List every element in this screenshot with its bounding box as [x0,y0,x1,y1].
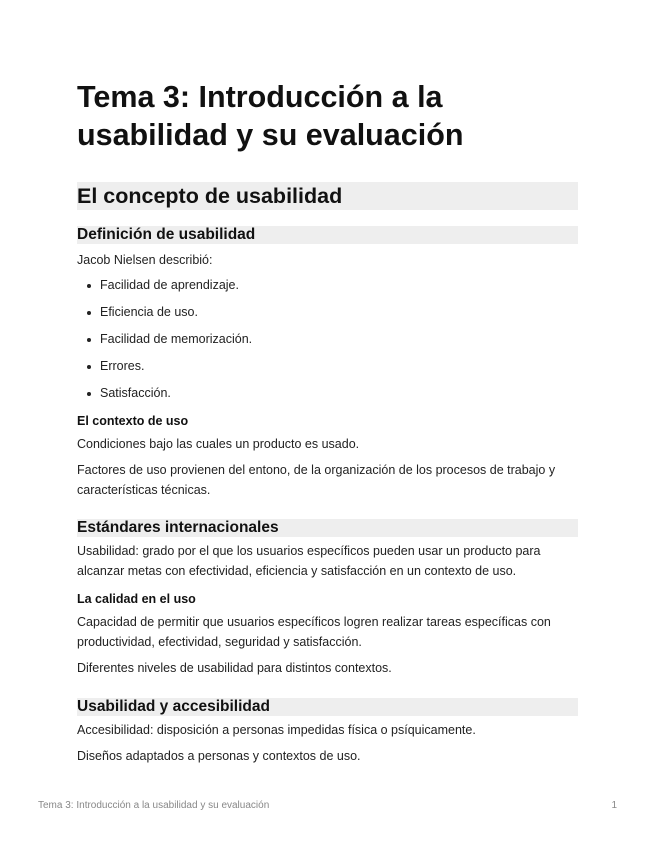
list-item: Errores. [100,357,578,376]
page-number: 1 [611,800,617,811]
context-paragraph-1: Condiciones bajo las cuales un producto es usado. [77,436,360,451]
standards-paragraph-1: Usabilidad: grado por el que los usuarios específicos pueden usar un producto para alcanzar metas con efectividad, eficiencia y satisfacción en un contexto de uso. [77,544,541,578]
subsection-heading-accessibility: Usabilidad y accesibilidad [77,698,578,716]
section-heading-usability-concept: El concepto de usabilidad [77,182,578,210]
list-item: Facilidad de memorización. [100,330,578,349]
standards-paragraph-3: Diferentes niveles de usabilidad para distintos contextos. [77,661,392,675]
document-title: Tema 3: Introducción a la usabilidad y su evaluación [77,80,464,152]
page-footer [38,800,617,811]
subsection-heading-definition: Definición de usabilidad [77,226,578,244]
minor-heading-context-of-use: El contexto de uso [77,413,189,428]
minor-heading-quality-in-use: La calidad en el uso [77,592,196,606]
subsection-heading-standards: Estándares internacionales [77,519,578,537]
accessibility-paragraph-2: Diseños adaptados a personas y contextos de uso. [77,749,361,763]
context-paragraph-2: Factores de uso provienen del entono, de la organización de los procesos de trabajo y características técnicas. [77,463,556,497]
list-item: Eficiencia de uso. [100,303,578,322]
document-body [77,78,578,767]
nielsen-attributes-list [77,276,578,403]
definition-intro: Jacob Nielsen describió: [77,253,213,267]
footer-title: Tema 3: Introducción a la usabilidad y su evaluación [38,800,270,811]
list-item: Satisfacción. [100,384,578,403]
accessibility-paragraph-1: Accesibilidad: disposición a personas impedidas física o psíquicamente. [77,722,476,737]
list-item: Facilidad de aprendizaje. [100,276,578,295]
standards-paragraph-2: Capacidad de permitir que usuarios específicos logren realizar tareas específicas con productividad, efectividad, seguridad y satisfacción. [77,615,551,649]
